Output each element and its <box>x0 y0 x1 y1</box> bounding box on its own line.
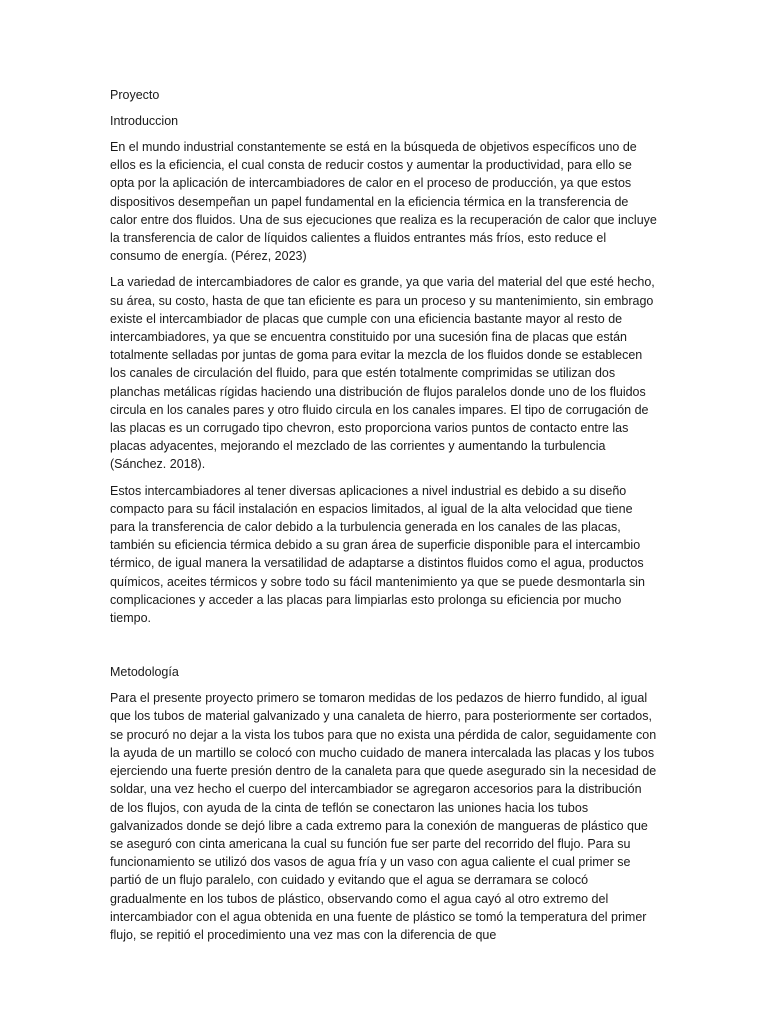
intro-paragraph-2: La variedad de intercambiadores de calor es grande, ya que varia del material del que esté hecho, su área, su costo, hasta de que tan eficiente es para un proceso y su mantenimiento, sin embrago existe el intercambiador de placas que cumple con una eficiencia bastante mayor al resto de intercambiadores, ya que se encuentra constituido por una sucesión fina de placas que están totalmente selladas por juntas de goma para evitar la mezcla de los fluidos donde se establecen los canales de circulación del fluido, para que estén totalmente comprimidas se utilizan dos planchas metálicas rígidas haciendo una distribución de flujos paralelos donde uno de los fluidos circula en los canales pares y otro fluido circula en los canales impares. El tipo de corrugación de las placas es un corrugado tipo chevron, esto proporciona varios puntos de contacto entre las placas adyacentes, mejorando el mezclado de las corrientes y aumentando la turbulencia (Sánchez. 2018). <box>110 275 655 472</box>
section-spacer <box>110 635 658 663</box>
intro-paragraph-1: En el mundo industrial constantemente se está en la búsqueda de objetivos específicos uno de ellos es la eficiencia, el cual consta de reducir costos y aumentar la productividad, para ello se opta por la aplicación de intercambiadores de calor en el proceso de producción, ya que estos dispositivos desempeñan un papel fundamental en la eficiencia térmica en la transferencia de calor entre dos fluidos. Una de sus ejecuciones que realiza es la recuperación de calor que incluye la transferencia de calor de líquidos calientes a fluidos entrantes más fríos, esto reduce el consumo de energía. (Pérez, 2023) <box>110 140 657 264</box>
method-paragraph: Para el presente proyecto primero se tomaron medidas de los pedazos de hierro fundido, al igual que los tubos de material galvanizado y una canaleta de hierro, para posteriormente ser cortados, se procuró no dejar a la vista los tubos para que no exista una pérdida de calor, seguidamente con la ayuda de un martillo se colocó con mucho cuidado de manera intercalada las placas y los tubos ejerciendo una fuerte presión dentro de la canaleta para que quede asegurado sin la necesidad de soldar, una vez hecho el cuerpo del intercambiador se agregaron accesorios para la distribución de los flujos, con ayuda de la cinta de teflón se conectaron las uniones hacia los tubos galvanizados donde se dejó libre a cada extremo para la conexión de mangueras de plástico que se aseguró con cinta americana la cual su función fue ser parte del recorrido del flujo. Para su funcionamiento se utilizó dos vasos de agua fría y un vaso con agua caliente el cual primer se partió de un flujo paralelo, con cuidado y evitando que el agua se derramara se colocó gradualmente en los tubos de plástico, observando como el agua cayó al otro extremo del intercambiador con el agua obtenida en una fuente de plástico se tomó la temperatura del primer flujo, se repitió el procedimiento una vez mas con la diferencia de que <box>110 691 657 942</box>
intro-heading: Introduccion <box>110 114 179 128</box>
method-heading: Metodología <box>110 665 179 680</box>
intro-paragraph-3: Estos intercambiadores al tener diversas aplicaciones a nivel industrial es debido a su diseño compacto para su fácil instalación en espacios limitados, al igual de la alta velocidad que tiene para la transferencia de calor debido a la turbulencia generada en los canales de las placas, también su eficiencia térmica debido a su gran área de superficie disponible para el intercambio térmico, de igual manera la versatilidad de adaptarse a distintos fluidos como el agua, productos químicos, aceites térmicos y sobre todo su fácil mantenimiento ya que se puede desmontarla sin complicaciones y acceder a las placas para limpiarlas esto prolonga su eficiencia por mucho tiempo. <box>110 483 645 626</box>
project-title: Proyecto <box>110 88 160 102</box>
